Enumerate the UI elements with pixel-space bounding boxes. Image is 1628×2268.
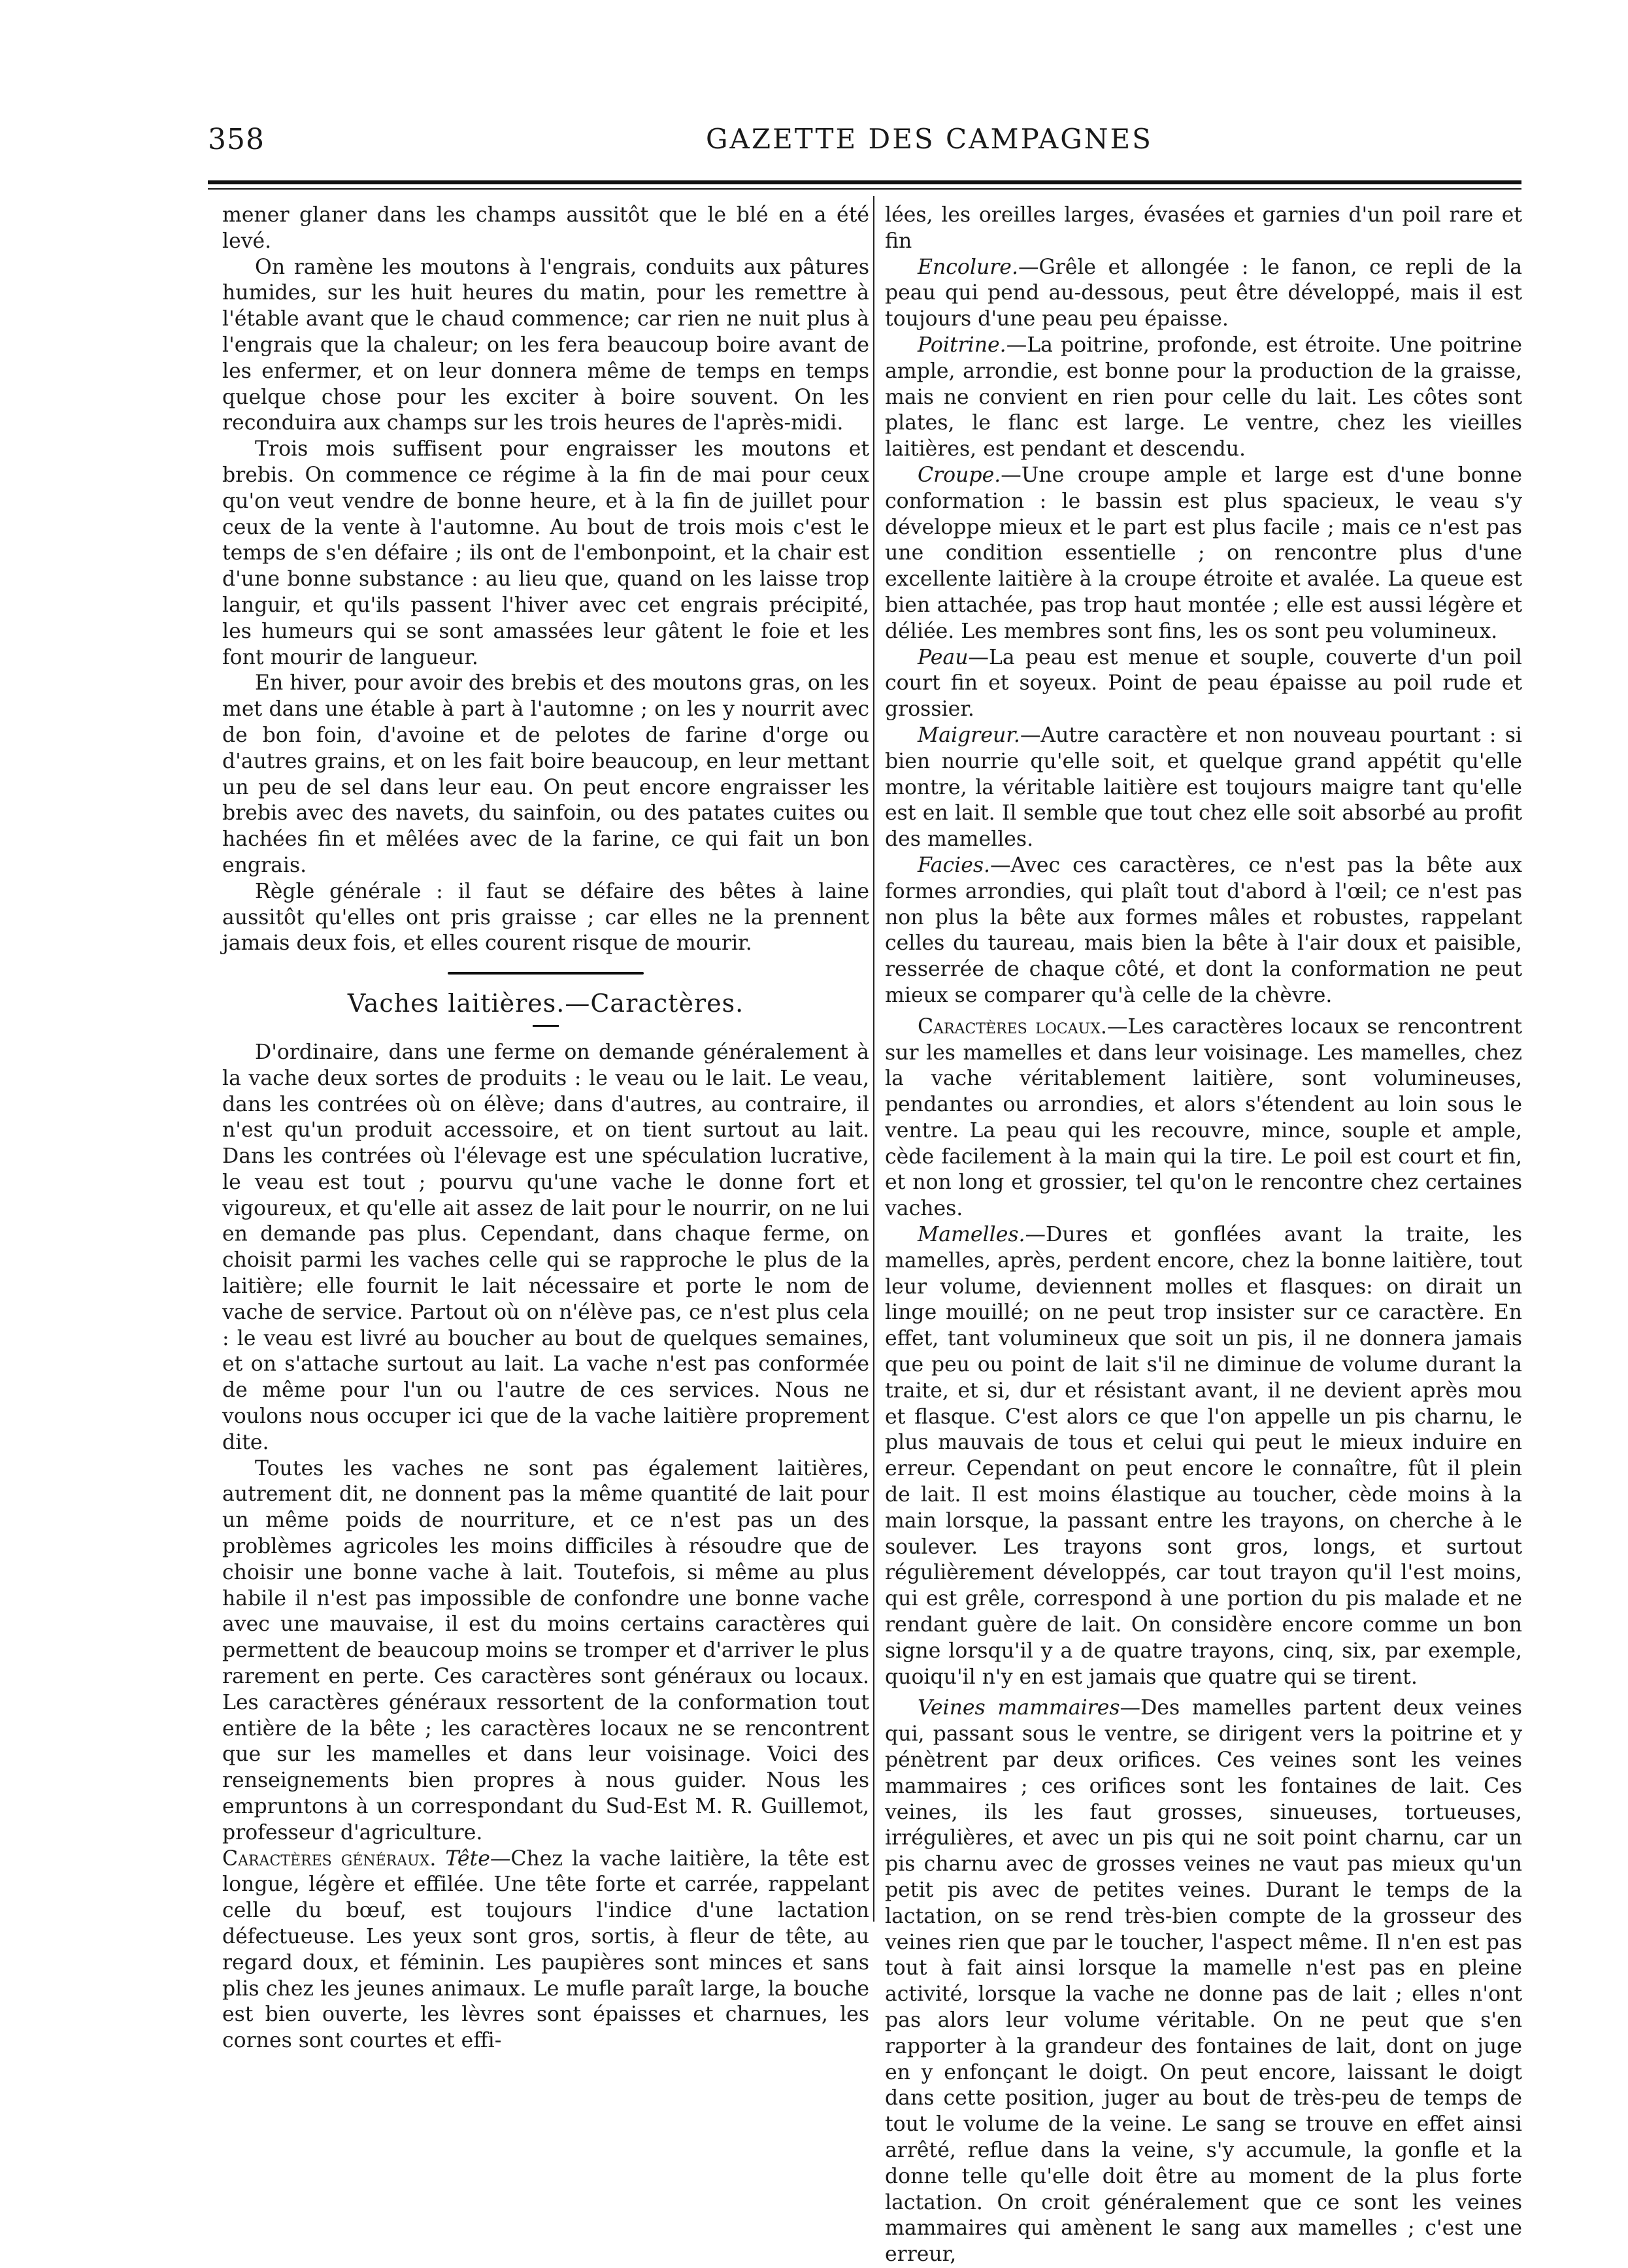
- title-dash: [533, 1025, 559, 1027]
- left-paragraph-2: On ramène les moutons à l'engrais, conduits aux pâtures humides, sur les huit heures du matin, pour les remettre à l'étable avant que le chaud commence; car rien ne nuit plus à l'engrais que la chaleur; on les fera beaucoup boire avant de les enfermer, et on leur donnera même de temps en temps quelque chose pour les exciter à boire souvent. On les reconduira aux champs sur les trois heures de l'après-midi.: [222, 255, 869, 435]
- caracteres-generaux-text: —Chez la vache laitière, la tête est longue, légère et effilée. Une tête forte et carrée, rappelant celle du bœuf, est toujours l'indice d'une lactation défectueuse. Les yeux sont gros, sortis, à fleur de tête, au regard doux, et féminin. Les paupières sont minces et sans plis chez les jeunes animaux. Le mufle paraît large, la bouche est bien ouverte, les lèvres sont épaisses et charnues, les cornes sont courtes et effi-: [222, 1846, 869, 2053]
- left-paragraph-5: Règle générale : il faut se défaire des bêtes à laine aussitôt qu'elles ont pris graisse ; car elles ne la prennent jamais deux fois, et elles courent risque de mourir.: [222, 879, 869, 956]
- poitrine-label: Poitrine.: [918, 333, 1006, 357]
- encolure-text: —Grêle et allongée : le fanon, ce repli de la peau qui pend au-dessous, peut être développé, mais il est toujours d'une peau peu épaisse.: [885, 255, 1522, 331]
- peau-label: Peau: [918, 645, 969, 669]
- section-title: Vaches laitières.—Caractères.: [347, 989, 744, 1018]
- poitrine-text: —La poitrine, profonde, est étroite. Une poitrine ample, arrondie, est bonne pour la production de la graisse, mais ne convient en rien pour celle du lait. Les côtes sont plates, le flanc est large. Le ventre, chez les vieilles laitières, est pendant et descendu.: [885, 333, 1522, 461]
- croupe-label: Croupe.: [918, 463, 1001, 487]
- maigreur-text: —Autre caractère et non nouveau pourtant : si bien nourrie qu'elle soit, et quelque grand appétit qu'elle montre, la véritable laitière est toujours maigre tant qu'elle est en lait. Il semble que tout chez elle soit absorbé au profit des mamelles.: [885, 723, 1522, 852]
- caracteres-generaux-label: Caractères généraux.: [222, 1846, 437, 1871]
- mamelles-label: Mamelles.: [918, 1223, 1025, 1247]
- left-paragraph-4: En hiver, pour avoir des brebis et des moutons gras, on les met dans une étable à part à l'automne ; on les y nourrit avec de bon foin, d'avoine et de pelotes de farine d'orge ou d'autres grains, et on les fait boire beaucoup, en leur mettant un peu de sel dans leur eau. On peut encore engraisser les brebis avec des navets, du sainfoin, ou des patates cuites ou hachées fin et mêlées avec de la farine, ce qui fait un bon engrais.: [222, 671, 870, 877]
- encolure-label: Encolure.: [918, 255, 1018, 279]
- right-paragraph-caracteres-locaux: [885, 1014, 1522, 1222]
- column-divider: [873, 196, 874, 1922]
- caracteres-locaux-label: Caractères locaux.: [918, 1014, 1107, 1039]
- right-paragraph-encolure: [885, 255, 1522, 333]
- journal-title: GAZETTE DES CAMPAGNES: [706, 123, 1153, 155]
- right-paragraph-1: lées, les oreilles larges, évasées et garnies d'un poil rare et fin: [885, 203, 1522, 253]
- right-paragraph-peau: [885, 645, 1522, 723]
- mamelles-text: —Dures et gonflées avant la traite, les mamelles, après, perdent encore, chez la bonne laitière, tout leur volume, deviennent molles et flasques: on dirait un linge mouillé; on ne peut trop insister sur ce caractère. En effet, tant volumineux que soit un pis, il ne donnera jamais que peu ou point de lait s'il ne diminue de volume durant la traite, et si, dur et résistant avant, il ne devient après mou et flasque. C'est alors ce que l'on appelle un pis charnu, le plus mauvais de tous et celui qui peut le mieux induire en erreur. Cependant on peut encore le connaître, fût il plein de lait. Il est moins élastique au toucher, cède moins à la main lorsque, la passant entre les trayons, on cherche à le soulever. Les trayons sont gros, longs, et surtout régulièrement développés, car tout trayon qu'il l'est moins, qui est grêle, correspond à une portion du pis malade et ne rendant guère de lait. On considère encore comme un bon signe lorsqu'il y a de quatre trayons, cinq, six, par exemple, quoiqu'il n'y en est jamais que quatre qui se tirent.: [885, 1223, 1522, 1689]
- page-number: 358: [208, 123, 265, 156]
- left-paragraph-3: Trois mois suffisent pour engraisser les moutons et brebis. On commence ce régime à la fin de mai pour ceux qu'on veut vendre de bonne heure, et à la fin de juillet pour ceux de la vente à l'automne. Au bout de trois mois c'est le temps de s'en défaire ; ils ont de l'embonpoint, et la chair est d'une bonne substance : au lieu que, quand on les laisse trop languir, et qu'ils passent l'hiver avec cet engrais précipité, les humeurs qui se sont amassées leur gâtent le foie et les font mourir de langueur.: [222, 437, 869, 669]
- right-paragraph-croupe: [885, 463, 1522, 645]
- header-rule: [208, 180, 1521, 190]
- veines-mammaires-label: Veines mammaires: [918, 1696, 1120, 1720]
- caracteres-locaux-text: —Les caractères locaux se rencontrent sur les mamelles et dans leur voisinage. Les mamelles, chez la vache véritablement laitière, sont volumineuses, pendantes ou arrondies, et alors s'étendent au loin sous le ventre. La peau qui les recouvre, mince, souple et ample, cède facilement à la main qui la tire. Le poil est court et fin, et non long et grossier, tel qu'on le rencontre chez certaines vaches.: [885, 1014, 1522, 1221]
- facies-text: —Avec ces caractères, ce n'est pas la bête aux formes arrondies, qui plaît tout d'abord à l'œil; ce n'est pas non plus la bête aux formes mâles et robustes, rappelant celles du taureau, mais bien la bête à l'air doux et paisible, resserrée de chaque côté, et dont la conformation ne peut mieux se comparer qu'à celle de la chèvre.: [885, 853, 1522, 1007]
- left-column: [222, 203, 869, 2054]
- facies-label: Facies.: [918, 853, 991, 877]
- right-paragraph-facies: [885, 853, 1522, 1009]
- veines-mammaires-text: —Des mamelles partent deux veines qui, passant sous le ventre, se dirigent vers la poitrine et y pénètrent par deux orifices. Ces veines sont les veines mammaires ; ces orifices sont les fontaines de lait. Ces veines, ils les faut grosses, sinueuses, tortueuses, irrégulières, et avec un pis qui ne soit point charnu, car un pis charnu avec de grosses veines ne vaut pas mieux qu'un petit pis avec de petites veines. Durant le temps de la lactation, on se rend très-bien compte de la grosseur des veines rien que par le toucher, l'aspect même. Il n'en est pas tout à fait ainsi lorsque la mamelle n'est pas en pleine activité, lorsque la vache ne donne pas de lait ; elles n'ont pas alors leur volume véritable. On ne peut que s'en rapporter à la grandeur des fontaines de lait, dont on juge en y enfonçant le doigt. On peut encore, laissant le doigt dans cette position, juger au bout de très-peu de temps de tout le volume de la veine. Le sang se trouve en effet ainsi arrêté, reflue dans la veine, s'y accumule, la gonfle et la donne telle qu'elle doit être au moment de la plus forte lactation. On croit généralement que ce sont les veines mammaires qui amènent le sang aux mamelles ; c'est une erreur,: [885, 1696, 1522, 2267]
- right-column: [885, 203, 1522, 2268]
- right-paragraph-veines: [885, 1695, 1522, 2268]
- peau-text: —La peau est menue et souple, couverte d'un poil court fin et soyeux. Point de peau épaisse au poil rude et grossier.: [885, 645, 1522, 722]
- right-paragraph-mamelles: [885, 1222, 1522, 1690]
- right-paragraph-maigreur: [885, 723, 1522, 853]
- left-paragraph-7: Toutes les vaches ne sont pas également laitières, autrement dit, ne donnent pas la même quantité de lait pour un même poids de nourriture, et ce n'est pas un des problèmes agricoles les moins difficiles à résoudre que de choisir une bonne vache à lait. Toutefois, si même au plus habile il n'est pas impossible de confondre une bonne vache avec une mauvaise, il est du moins certains caractères qui permettent de beaucoup moins se tromper et d'arriver le plus rarement en perte. Ces caractères sont généraux ou locaux. Les caractères généraux ressortent de la conformation tout entière de la bête ; les caractères locaux ne se rencontrent que sur les mamelles et dans leur voisinage. Voici des renseignements bien propres à nous guider. Nous les empruntons à un correspondant du Sud-Est M. R. Guillemot, professeur d'agriculture.: [222, 1456, 869, 1844]
- right-paragraph-poitrine: [885, 333, 1522, 463]
- left-paragraph-6: D'ordinaire, dans une ferme on demande généralement à la vache deux sortes de produits : le veau ou le lait. Le veau, dans les contrées où on élève; dans d'autres, au contraire, il n'est qu'un produit accessoire, et on tient surtout au lait. Dans les contrées où l'élevage est une spéculation lucrative, le veau est tout ; pourvu qu'une vache le donne fort et vigoureux, et qu'elle ait assez de lait pour le nourrir, on ne lui en demande pas plus. Cependant, dans chaque ferme, on choisit parmi les vaches celle qui se rapproche le plus de la laitière; elle fournit le lait nécessaire et porte le nom de vache de service. Partout où on n'élève pas, ce n'est plus cela : le veau est livré au boucher au bout de quelques semaines, et on s'attache surtout au lait. La vache n'est pas conformée de même pour l'un ou l'autre de ces services. Nous ne voulons nous occuper ici que de la vache laitière proprement dite.: [222, 1040, 869, 1454]
- section-ornament-rule: [448, 970, 644, 976]
- maigreur-label: Maigreur.: [918, 723, 1020, 747]
- left-paragraph-8: [222, 1846, 869, 2054]
- croupe-text: —Une croupe ample et large est d'une bonne conformation : le bassin est plus spacieux, le veau s'y développe mieux et le part est plus facile ; mais ce n'est pas une condition essentielle ; on rencontre plus d'une excellente laitière à la croupe étroite et avalée. La queue est bien attachée, pas trop haut montée ; elle est aussi légère et déliée. Les membres sont fins, les os sont peu volumineux.: [885, 463, 1522, 643]
- left-paragraph-1: mener glaner dans les champs aussitôt que le blé en a été levé.: [222, 203, 869, 253]
- tete-label: Tête: [445, 1846, 490, 1871]
